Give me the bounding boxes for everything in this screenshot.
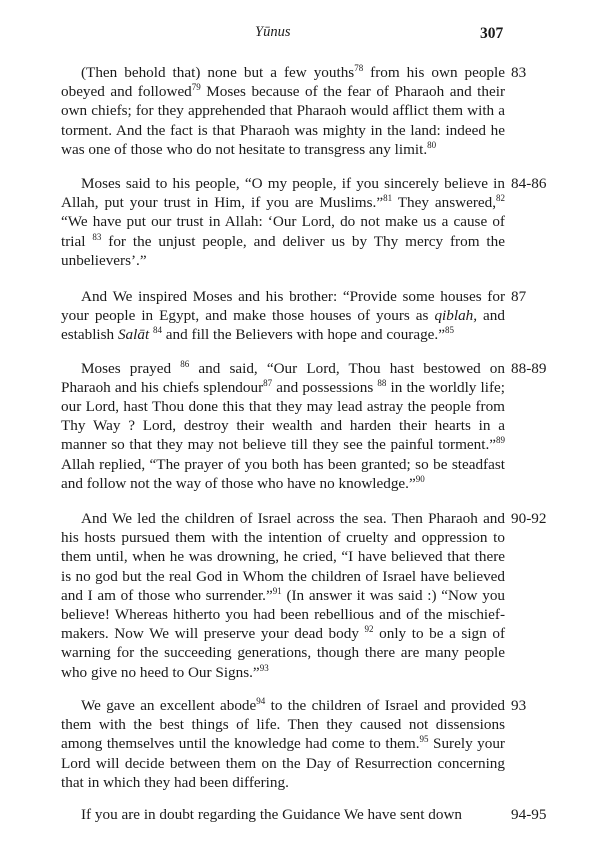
passage-text: And We led the children of Israel across the sea. Then Pharaoh and his hosts pursued them with the intention of cruelty and oppression to them until, when he was drowning, he cried, “I have believed that there is no god but the real God in Whom the children of Israel have believed and I am of those who surrender.”$^{91}$ (In answer it was said :) “Now you believe! Whereas hitherto you had been rebellious and of the mischief-makers. Now We will preserve your dead body $^{92}$ only to be a sign of warning for the succeeding generations, though there are many people who give no heed to Our Signs.”$^{93}$ [61, 510, 506, 681]
passage-verse-83 [0, 63, 600, 159]
footnote-ref: 79 [191, 82, 201, 93]
page-content [0, 63, 600, 824]
passage-text: We gave an excellent abode$^{94}$ to the children of Israel and provided them with the best things of life. Then they caused not dissensions among themselves until the knowledge had come to them.$^{95}$ Surely your Lord will decide between them on the Day of Resurrection concerning that in which they had been differing. [61, 695, 506, 791]
footnote-ref: 94 [256, 695, 266, 706]
running-title: Yūnus [255, 24, 291, 40]
passage-text: Moses said to his people, “O my people, if you sincerely believe in Allah, put your trust in Him, if you are Muslims.”$^{81}$ They answered,$^{82}$ “We have put our trust in Allah: ‘Our Lord, do not make us a cause of trial $^{83}$ for the unjust people, and deliver us by Thy mercy from the unbelievers’.” [61, 175, 506, 269]
page-header [0, 24, 600, 46]
verse-number: 94-95 [511, 805, 547, 823]
page-number: 307 [480, 25, 504, 42]
verse-number: 88-89 [511, 359, 547, 377]
verse-number: 93 [511, 696, 527, 714]
footnote-ref: 84 [152, 325, 162, 336]
verse-number: 87 [511, 288, 527, 306]
verse-number: 90-92 [511, 510, 547, 528]
passage-verse-87 [0, 287, 600, 345]
footnote-ref: 91 [272, 585, 282, 596]
passage-text: Moses prayed $^{86}$ and said, “Our Lord, Thou hast bestowed on Pharaoh and his chiefs splendour$^{87}$ and possessions $^{88}$ in the worldly life; our Lord, hast Thou done this that they may lead astray the people from Thy Way ? Lord, destroy their wealth and harden their hearts in a manner so that they may not believe till they see the painful torment.”$^{89}$ Allah replied, “The prayer of you both has been granted; so be steadfast and follow not the way of those who have no knowledge.”$^{90}$ [61, 358, 505, 492]
footnote-ref: 87 [263, 377, 273, 388]
footnote-ref: 78 [354, 63, 364, 73]
footnote-ref: 93 [259, 662, 269, 673]
verse-number: 84-86 [511, 175, 547, 193]
footnote-ref: 85 [444, 325, 454, 336]
footnote-ref: 88 [377, 377, 387, 388]
passage-text: And We inspired Moses and his brother: “Provide some houses for your people in Egypt, and make those houses of yours as qiblah, and establish Salāt $^{84}$ and fill the Believers with hope and courage.”$^{85}$ [61, 288, 505, 344]
footnote-ref: 90 [415, 473, 425, 484]
passage-verse-88-89 [0, 359, 600, 493]
passage-verse-84-86 [0, 174, 600, 270]
passage-text: If you are in doubt regarding the Guidance We have sent down [81, 805, 463, 823]
footnote-ref: 95 [419, 734, 429, 745]
footnote-ref: 81 [383, 193, 393, 204]
passage-verse-94-95 [0, 805, 600, 824]
footnote-ref: 80 [427, 139, 437, 150]
footnote-ref: 89 [496, 435, 505, 446]
passage-verse-90-92 [0, 509, 600, 682]
footnote-ref: 86 [180, 358, 190, 369]
footnote-ref: 83 [92, 231, 102, 242]
verse-number: 83 [511, 64, 527, 81]
passage-text: (Then behold that) none but a few youths$^{78}$ from his own people obeyed and followed$^{79}$ Moses because of the fear of Pharaoh and their own chiefs; for they apprehended that Pharaoh would afflict them with a torment. And the fact is that Pharaoh was mighty in the land: indeed he was one of those who do not hesitate to transgress any limit.$^{80}$ [61, 63, 505, 158]
footnote-ref: 82 [496, 193, 506, 204]
passage-verse-93 [0, 696, 600, 792]
footnote-ref: 92 [364, 624, 374, 635]
